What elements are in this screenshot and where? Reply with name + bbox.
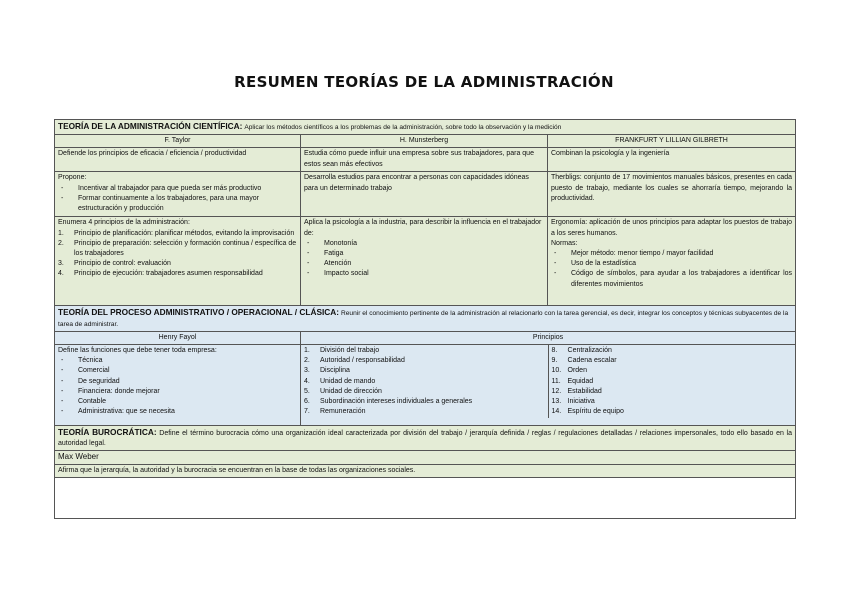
author-munsterberg: H. Munsterberg	[301, 135, 548, 148]
list-item: 12. Estabilidad	[551, 387, 602, 395]
list-item: - Uso de la estadística	[551, 259, 792, 269]
gilbreth-norms-list	[551, 249, 792, 290]
list-item: 8. Centralización	[551, 347, 612, 355]
munsterberg-psychology-label: Aplica la psicología a la industria, para describir la influencia en el trabajador de:	[304, 219, 542, 237]
bureaucratic-description: Define el término burocracia cómo una organización ideal caracterizada por división del trabajo / jerarquía definida / reglas / regulaciones detalladas / relaciones impersonales, todo ello basado en la autoridad legal.	[58, 430, 793, 448]
taylor-principles-label: Enumera 4 principios de la administración:	[58, 219, 190, 227]
list-item: 13. Iniciativa	[551, 398, 595, 406]
scientific-header-cell	[55, 120, 796, 135]
author-weber: Max Weber	[55, 451, 796, 464]
list-item: - Técnica	[58, 356, 297, 366]
page-title: RESUMEN TEORÍAS DE LA ADMINISTRACIÓN	[234, 73, 614, 91]
process-authors-row	[55, 331, 796, 344]
list-item: 11. Equidad	[551, 377, 594, 385]
list-item: 3. Disciplina	[304, 367, 350, 375]
list-item: 2. Principio de preparación: selección y formación continua / específica de los trabajadores	[58, 239, 297, 258]
list-item: - Contable	[58, 397, 297, 407]
list-item: - Incentivar al trabajador para que pueda ser más productivo	[58, 184, 297, 194]
list-item: - Mejor método: menor tiempo / mayor facilidad	[551, 249, 792, 259]
principles-right-list	[552, 346, 793, 417]
list-item: 6. Subordinación intereses individuales a generales	[304, 398, 473, 406]
author-fayol: Henry Fayol	[55, 331, 301, 344]
bureaucratic-header-row	[55, 426, 796, 451]
list-item: - Atención	[304, 259, 544, 269]
taylor-principles-list	[58, 229, 297, 280]
process-description: Reunir el conocimiento pertinente de la administración al relacionarlo con la tarea gerencial, es decir, integrar los conceptos y técnicas subyacentes de la tarea de administrar.	[58, 310, 789, 328]
list-item: 4. Principio de ejecución: trabajadores asumen responsabilidad	[58, 270, 263, 278]
scientific-row-1	[55, 148, 796, 172]
munsterberg-psychology-cell	[301, 217, 548, 306]
list-item: - Fatiga	[304, 249, 544, 259]
list-item: 9. Cadena escalar	[551, 357, 617, 365]
gilbreth-ergonomics-label: Ergonomía: aplicación de unos principios para adaptar los puestos de trabajo a los seres humanos.	[551, 219, 793, 237]
process-header-row	[55, 306, 796, 331]
gilbreth-norms-label: Normas:	[551, 239, 578, 247]
fayol-functions-label: Define las funciones que debe tener toda empresa:	[58, 347, 217, 355]
empty-cell	[55, 477, 796, 518]
empty-row	[55, 477, 796, 518]
list-item: - De seguridad	[58, 377, 297, 387]
fayol-principles-columns	[301, 345, 795, 418]
bureaucratic-heading: TEORÍA BUROCRÁTICA:	[58, 427, 157, 438]
taylor-proposes-list	[58, 184, 297, 215]
scientific-header-row	[55, 120, 796, 135]
bureaucratic-author-row	[55, 451, 796, 464]
scientific-row-3	[55, 217, 796, 306]
list-item: 1. División del trabajo	[304, 347, 380, 355]
list-item: 2. Autoridad / responsabilidad	[304, 357, 405, 365]
taylor-principles-summary: Defiende los principios de eficacia / eficiencia / productividad	[55, 148, 301, 172]
principles-right-column	[549, 345, 796, 418]
taylor-proposes-cell	[55, 172, 301, 217]
scientific-authors-row	[55, 135, 796, 148]
list-item: 7. Remuneración	[304, 408, 366, 416]
scientific-row-2	[55, 172, 796, 217]
fayol-principles-cell	[301, 345, 796, 426]
bureaucratic-statement-row	[55, 464, 796, 477]
weber-statement: Afirma que la jerarquía, la autoridad y la burocracia se encuentran en la base de todas las organizaciones sociales.	[55, 464, 796, 477]
list-item: - Código de símbolos, para ayudar a los trabajadores a identificar los diferentes movimientos	[551, 269, 792, 289]
process-header-cell	[55, 306, 796, 331]
taylor-proposes-label: Propone:	[58, 174, 87, 182]
list-item: - Impacto social	[304, 269, 544, 279]
process-content-row	[55, 345, 796, 426]
list-item: 4. Unidad de mando	[304, 377, 376, 385]
munsterberg-psychology-list	[304, 239, 544, 280]
list-item: 5. Unidad de dirección	[304, 387, 382, 395]
principles-left-list	[304, 346, 545, 417]
gilbreth-ergonomics-cell	[548, 217, 796, 306]
fayol-functions-list	[58, 356, 297, 417]
taylor-principles-cell	[55, 217, 301, 306]
list-item: 3. Principio de control: evaluación	[58, 260, 171, 268]
author-gilbreth: FRANKFURT Y LILLIAN GILBRETH	[548, 135, 796, 148]
gilbreth-therbligs: Therbligs: conjunto de 17 movimientos manuales básicos, presentes en cada puesto de trabajo, mediante los cuales se ahorraría tiempo, mejorando la productividad.	[548, 172, 796, 217]
list-item: - Formar continuamente a los trabajadores, para una mayor estructuración y producción	[58, 194, 297, 214]
list-item: 1. Principio de planificación: planificar métodos, evitando la improvisación	[58, 229, 295, 237]
principles-heading: Principios	[301, 331, 796, 344]
gilbreth-summary: Combinan la psicología y la ingeniería	[548, 148, 796, 172]
process-heading: TEORÍA DEL PROCESO ADMINISTRATIVO / OPERACIONAL / CLÁSICA:	[58, 307, 340, 318]
bureaucratic-header-cell	[55, 426, 796, 451]
list-item: 14. Espíritu de equipo	[551, 408, 624, 416]
scientific-description: Aplicar los métodos científicos a los problemas de la administración, sobre todo la observación y la medición	[244, 124, 562, 131]
list-item: - Administrativa: que se necesita	[58, 407, 297, 417]
munsterberg-summary: Estudia cómo puede influir una empresa sobre sus trabajadores, para que estos sean más efectivos	[301, 148, 548, 172]
scientific-heading: TEORÍA DE LA ADMINISTRACIÓN CIENTÍFICA:	[58, 121, 243, 131]
author-taylor: F. Taylor	[55, 135, 301, 148]
munsterberg-studies: Desarrolla estudios para encontrar a personas con capacidades idóneas para un determinado trabajo	[301, 172, 548, 217]
fayol-functions-cell	[55, 345, 301, 426]
list-item: - Comercial	[58, 366, 297, 376]
list-item: 10. Orden	[551, 367, 587, 375]
principles-left-column	[301, 345, 549, 418]
list-item: - Monotonía	[304, 239, 544, 249]
theories-table	[54, 119, 796, 519]
list-item: - Financiera: donde mejorar	[58, 387, 297, 397]
